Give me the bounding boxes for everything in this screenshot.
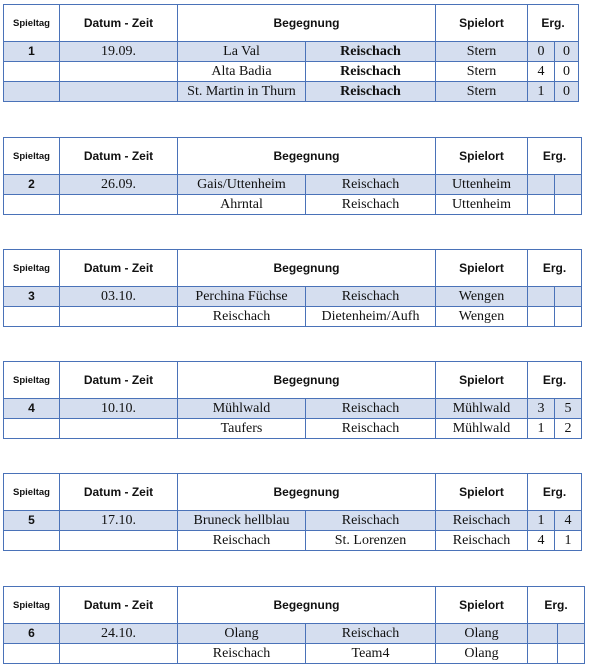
header-datum-zeit: Datum - Zeit (60, 362, 178, 399)
header-ergebnis: Erg. (528, 587, 585, 624)
score-away-cell: 5 (555, 399, 582, 419)
home-team-cell: Bruneck hellblau (178, 511, 306, 531)
table-row (4, 42, 579, 62)
score-away-cell (555, 287, 582, 307)
table-header-row (4, 138, 582, 175)
header-datum-zeit: Datum - Zeit (60, 474, 178, 511)
venue-cell: Stern (436, 82, 528, 102)
venue-cell: Mühlwald (436, 419, 528, 439)
header-begegnung: Begegnung (178, 362, 436, 399)
home-team-cell: La Val (178, 42, 306, 62)
score-home-cell (528, 624, 558, 644)
away-team-cell: Reischach (306, 287, 436, 307)
date-cell (60, 644, 178, 664)
header-begegnung: Begegnung (178, 5, 436, 42)
matchday-table (3, 473, 582, 551)
score-home-cell: 3 (528, 399, 555, 419)
date-cell (60, 82, 178, 102)
date-cell: 24.10. (60, 624, 178, 644)
header-begegnung: Begegnung (178, 250, 436, 287)
header-begegnung: Begegnung (178, 587, 436, 624)
header-datum-zeit: Datum - Zeit (60, 138, 178, 175)
score-home-cell: 4 (528, 531, 555, 551)
table-header-row (4, 250, 582, 287)
score-home-cell: 1 (528, 511, 555, 531)
date-cell (60, 531, 178, 551)
away-team-cell: Team4 (306, 644, 436, 664)
score-home-cell (528, 175, 555, 195)
score-away-cell (555, 195, 582, 215)
score-away-cell (555, 307, 582, 327)
away-team-cell: Reischach (306, 62, 436, 82)
home-team-cell: Mühlwald (178, 399, 306, 419)
matchday-table (3, 361, 582, 439)
venue-cell: Wengen (436, 287, 528, 307)
date-cell (60, 62, 178, 82)
header-spieltag: Spieltag (4, 362, 60, 399)
score-home-cell (528, 195, 555, 215)
spieltag-cell: 2 (4, 175, 60, 195)
date-cell: 26.09. (60, 175, 178, 195)
away-team-cell: Reischach (306, 82, 436, 102)
score-home-cell: 1 (528, 82, 555, 102)
spieltag-cell: 5 (4, 511, 60, 531)
table-row (4, 287, 582, 307)
home-team-cell: St. Martin in Thurn (178, 82, 306, 102)
score-home-cell: 1 (528, 419, 555, 439)
away-team-cell: Reischach (306, 175, 436, 195)
venue-cell: Olang (436, 624, 528, 644)
venue-cell: Stern (436, 62, 528, 82)
score-home-cell: 4 (528, 62, 555, 82)
score-away-cell: 4 (555, 511, 582, 531)
spieltag-cell (4, 82, 60, 102)
table-row (4, 624, 585, 644)
away-team-cell: Reischach (306, 419, 436, 439)
header-datum-zeit: Datum - Zeit (60, 587, 178, 624)
score-home-cell (528, 644, 558, 664)
header-ergebnis: Erg. (528, 474, 582, 511)
header-datum-zeit: Datum - Zeit (60, 5, 178, 42)
header-spielort: Spielort (436, 5, 528, 42)
header-spielort: Spielort (436, 587, 528, 624)
score-home-cell: 0 (528, 42, 555, 62)
header-spieltag: Spieltag (4, 250, 60, 287)
header-datum-zeit: Datum - Zeit (60, 250, 178, 287)
header-begegnung: Begegnung (178, 474, 436, 511)
table-row (4, 307, 582, 327)
table-row (4, 82, 579, 102)
table-row (4, 419, 582, 439)
venue-cell: Stern (436, 42, 528, 62)
table-row (4, 175, 582, 195)
header-spieltag: Spieltag (4, 138, 60, 175)
header-spielort: Spielort (436, 138, 528, 175)
table-header-row (4, 5, 579, 42)
venue-cell: Wengen (436, 307, 528, 327)
score-home-cell (528, 287, 555, 307)
home-team-cell: Alta Badia (178, 62, 306, 82)
spieltag-cell: 1 (4, 42, 60, 62)
header-spieltag: Spieltag (4, 474, 60, 511)
header-spieltag: Spieltag (4, 5, 60, 42)
score-away-cell: 2 (555, 419, 582, 439)
table-header-row (4, 587, 585, 624)
header-spielort: Spielort (436, 362, 528, 399)
table-row (4, 644, 585, 664)
spieltag-cell (4, 644, 60, 664)
away-team-cell: Reischach (306, 195, 436, 215)
table-row (4, 399, 582, 419)
table-row (4, 511, 582, 531)
date-cell (60, 307, 178, 327)
spieltag-cell: 3 (4, 287, 60, 307)
away-team-cell: Reischach (306, 42, 436, 62)
venue-cell: Uttenheim (436, 195, 528, 215)
away-team-cell: Reischach (306, 624, 436, 644)
matchday-table (3, 249, 582, 327)
spieltag-cell (4, 531, 60, 551)
header-spielort: Spielort (436, 474, 528, 511)
home-team-cell: Taufers (178, 419, 306, 439)
header-spielort: Spielort (436, 250, 528, 287)
score-away-cell: 1 (555, 531, 582, 551)
header-ergebnis: Erg. (528, 5, 579, 42)
home-team-cell: Reischach (178, 531, 306, 551)
score-away-cell: 0 (555, 82, 579, 102)
spieltag-cell (4, 195, 60, 215)
spieltag-cell (4, 62, 60, 82)
score-away-cell: 0 (555, 62, 579, 82)
score-away-cell (558, 644, 585, 664)
spieltag-cell (4, 307, 60, 327)
venue-cell: Olang (436, 644, 528, 664)
venue-cell: Reischach (436, 531, 528, 551)
header-ergebnis: Erg. (528, 138, 582, 175)
venue-cell: Reischach (436, 511, 528, 531)
score-away-cell (555, 175, 582, 195)
home-team-cell: Perchina Füchse (178, 287, 306, 307)
date-cell: 10.10. (60, 399, 178, 419)
home-team-cell: Ahrntal (178, 195, 306, 215)
home-team-cell: Reischach (178, 307, 306, 327)
spieltag-cell: 6 (4, 624, 60, 644)
score-home-cell (528, 307, 555, 327)
date-cell: 17.10. (60, 511, 178, 531)
home-team-cell: Reischach (178, 644, 306, 664)
away-team-cell: Dietenheim/Aufh (306, 307, 436, 327)
date-cell (60, 419, 178, 439)
away-team-cell: Reischach (306, 399, 436, 419)
table-header-row (4, 474, 582, 511)
score-away-cell (558, 624, 585, 644)
table-row (4, 531, 582, 551)
away-team-cell: St. Lorenzen (306, 531, 436, 551)
home-team-cell: Olang (178, 624, 306, 644)
spieltag-cell (4, 419, 60, 439)
venue-cell: Uttenheim (436, 175, 528, 195)
matchday-table (3, 137, 582, 215)
header-ergebnis: Erg. (528, 250, 582, 287)
matchday-table (3, 586, 585, 664)
date-cell: 19.09. (60, 42, 178, 62)
date-cell (60, 195, 178, 215)
header-spieltag: Spieltag (4, 587, 60, 624)
spieltag-cell: 4 (4, 399, 60, 419)
score-away-cell: 0 (555, 42, 579, 62)
table-row (4, 195, 582, 215)
away-team-cell: Reischach (306, 511, 436, 531)
matchday-table (3, 4, 579, 102)
venue-cell: Mühlwald (436, 399, 528, 419)
table-row (4, 62, 579, 82)
header-ergebnis: Erg. (528, 362, 582, 399)
date-cell: 03.10. (60, 287, 178, 307)
home-team-cell: Gais/Uttenheim (178, 175, 306, 195)
header-begegnung: Begegnung (178, 138, 436, 175)
table-header-row (4, 362, 582, 399)
